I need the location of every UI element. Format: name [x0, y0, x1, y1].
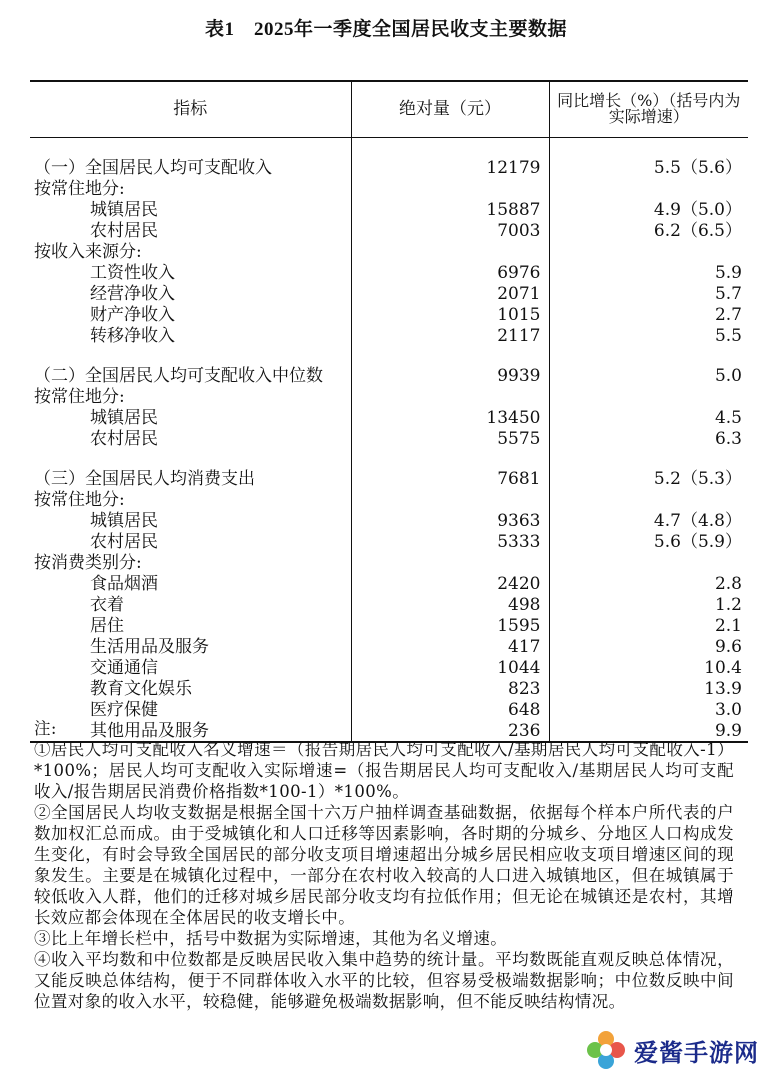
absolute-value: 648: [351, 699, 549, 720]
header-absolute: 绝对量（元）: [351, 81, 549, 137]
table-row: [30, 552, 748, 573]
table-row: [30, 510, 748, 531]
table-title: 表1 2025年一季度全国居民收支主要数据: [204, 19, 567, 40]
absolute-value: [351, 489, 549, 510]
section-label: （二）全国居民人均可支配收入中位数: [34, 365, 323, 386]
table-row: [30, 489, 748, 510]
growth-value: 9.9: [549, 720, 748, 742]
row-label: 居住: [90, 615, 124, 636]
absolute-value: [351, 552, 549, 573]
section-label: （三）全国居民人均消费支出: [34, 468, 255, 489]
growth-value: 2.8: [549, 573, 748, 594]
row-label: 城镇居民: [90, 510, 158, 531]
note-2: ②全国居民人均收支数据是根据全国十六万户抽样调查基础数据，依据每个样本户所代表的户数加权汇总而成。由于受城镇化和人口迁移等因素影响，各时期的分城乡、分地区人口构成发生变化，有时会导致全国居民的部分收支项目增速超出分城乡居民相应收支项目增速区间的现象发生。主要是在城镇化过程中，一部分在农村收入较高的人口进入城镇地区，但在城镇属于较低收入人群，他们的迁移对城乡居民部分收支均有拉低作用；但无论在城镇还是农村，其增长效应都会体现在全体居民的收支增长中。: [34, 803, 734, 927]
growth-value: 5.0: [549, 346, 748, 386]
table-row: [30, 241, 748, 262]
group-label: 按常住地分:: [34, 386, 125, 407]
growth-value: 10.4: [549, 657, 748, 678]
absolute-value: 5333: [351, 531, 549, 552]
note-3: ③比上年增长栏中，括号中数据为实际增速，其他为名义增速。: [34, 929, 508, 948]
absolute-value: 9363: [351, 510, 549, 531]
absolute-value: [351, 241, 549, 262]
absolute-value: [351, 386, 549, 407]
note-1: ①居民人均可支配收入名义增速＝（报告期居民人均可支配收入/基期居民人均可支配收入-1）*100%；居民人均可支配收入实际增速=（报告期居民人均可支配收入/基期居民人均可支配收入/报告期居民消费价格指数*100-1）*100%。: [34, 740, 734, 801]
row-label: 农村居民: [90, 428, 158, 449]
table-row: [30, 346, 748, 386]
table-row: [30, 262, 748, 283]
absolute-value: 6976: [351, 262, 549, 283]
growth-value: 5.6（5.9）: [549, 531, 748, 552]
growth-value: 5.5: [549, 325, 748, 346]
table-row: [30, 283, 748, 304]
growth-value: 2.7: [549, 304, 748, 325]
table-row: [30, 657, 748, 678]
absolute-value: 13450: [351, 407, 549, 428]
row-label: 转移净收入: [90, 325, 175, 346]
row-label: 财产净收入: [90, 304, 175, 325]
row-label: 交通通信: [90, 657, 158, 678]
growth-value: 4.7（4.8）: [549, 510, 748, 531]
table-row: [30, 304, 748, 325]
growth-value: 5.5（5.6）: [549, 137, 748, 178]
absolute-value: 498: [351, 594, 549, 615]
absolute-value: 9939: [351, 346, 549, 386]
absolute-value: 2117: [351, 325, 549, 346]
table-row: [30, 531, 748, 552]
header-indicator: 指标: [30, 81, 351, 137]
absolute-value: 1044: [351, 657, 549, 678]
growth-value: 2.1: [549, 615, 748, 636]
growth-value: 5.9: [549, 262, 748, 283]
absolute-value: 236: [351, 720, 549, 742]
growth-value: [549, 386, 748, 407]
absolute-value: 1015: [351, 304, 549, 325]
watermark: [576, 1020, 766, 1080]
growth-value: 9.6: [549, 636, 748, 657]
row-label: 生活用品及服务: [90, 636, 209, 657]
notes: [34, 718, 734, 1012]
absolute-value: 2420: [351, 573, 549, 594]
table-row: [30, 678, 748, 699]
table-row: [30, 594, 748, 615]
growth-value: 13.9: [549, 678, 748, 699]
growth-value: [549, 489, 748, 510]
absolute-value: 2071: [351, 283, 549, 304]
growth-value: 6.2（6.5）: [549, 220, 748, 241]
row-label: 其他用品及服务: [30, 720, 351, 742]
table-row: [30, 699, 748, 720]
growth-value: 5.7: [549, 283, 748, 304]
growth-value: [549, 241, 748, 262]
table-row: [30, 220, 748, 241]
row-label: 衣着: [90, 594, 124, 615]
row-label: 食品烟酒: [90, 573, 158, 594]
growth-value: 4.9（5.0）: [549, 199, 748, 220]
row-label: 教育文化娱乐: [90, 678, 192, 699]
table-row: [30, 137, 748, 178]
row-label: 农村居民: [90, 531, 158, 552]
flower-logo-icon: [584, 1028, 628, 1072]
group-label: 按常住地分:: [34, 489, 125, 510]
row-label: 城镇居民: [90, 407, 158, 428]
group-label: 按消费类别分:: [34, 552, 142, 573]
row-label: 医疗保健: [90, 699, 158, 720]
table-row: [30, 573, 748, 594]
table-row: [30, 178, 748, 199]
absolute-value: 15887: [351, 199, 549, 220]
table-row: [30, 615, 748, 636]
growth-value: [549, 552, 748, 573]
group-label: 按常住地分:: [34, 178, 125, 199]
absolute-value: 7681: [351, 449, 549, 489]
absolute-value: 5575: [351, 428, 549, 449]
growth-value: 3.0: [549, 699, 748, 720]
table-row: [30, 199, 748, 220]
growth-value: [549, 178, 748, 199]
table-row: [30, 636, 748, 657]
absolute-value: 417: [351, 636, 549, 657]
row-label: 农村居民: [90, 220, 158, 241]
note-4: ④收入平均数和中位数都是反映居民收入集中趋势的统计量。平均数既能直观反映总体情况，又能反映总体结构，便于不同群体收入水平的比较，但容易受极端数据影响；中位数反映中间位置对象的收入水平，较稳健，能够避免极端数据影响，但不能反映结构情况。: [34, 950, 734, 1011]
table-row: [30, 449, 748, 489]
absolute-value: 1595: [351, 615, 549, 636]
growth-value: 5.2（5.3）: [549, 449, 748, 489]
growth-value: 1.2: [549, 594, 748, 615]
absolute-value: 12179: [351, 137, 549, 178]
table-row: [30, 325, 748, 346]
watermark-text: 爱酱手游网: [634, 1038, 759, 1067]
header-row: [30, 81, 748, 137]
table-body: [30, 137, 748, 742]
row-label: 城镇居民: [90, 199, 158, 220]
absolute-value: 7003: [351, 220, 549, 241]
header-growth: 同比增长（%）（括号内为实际增速）: [549, 81, 748, 137]
table-row: [30, 386, 748, 407]
growth-value: 6.3: [549, 428, 748, 449]
notes-heading: 注:: [34, 719, 57, 738]
table-row: [30, 407, 748, 428]
data-table: [30, 80, 748, 743]
growth-value: 4.5: [549, 407, 748, 428]
section-label: （一）全国居民人均可支配收入: [34, 157, 272, 178]
absolute-value: 823: [351, 678, 549, 699]
row-label: 工资性收入: [90, 262, 175, 283]
table-row: [30, 428, 748, 449]
absolute-value: [351, 178, 549, 199]
group-label: 按收入来源分:: [34, 241, 142, 262]
row-label: 经营净收入: [90, 283, 175, 304]
